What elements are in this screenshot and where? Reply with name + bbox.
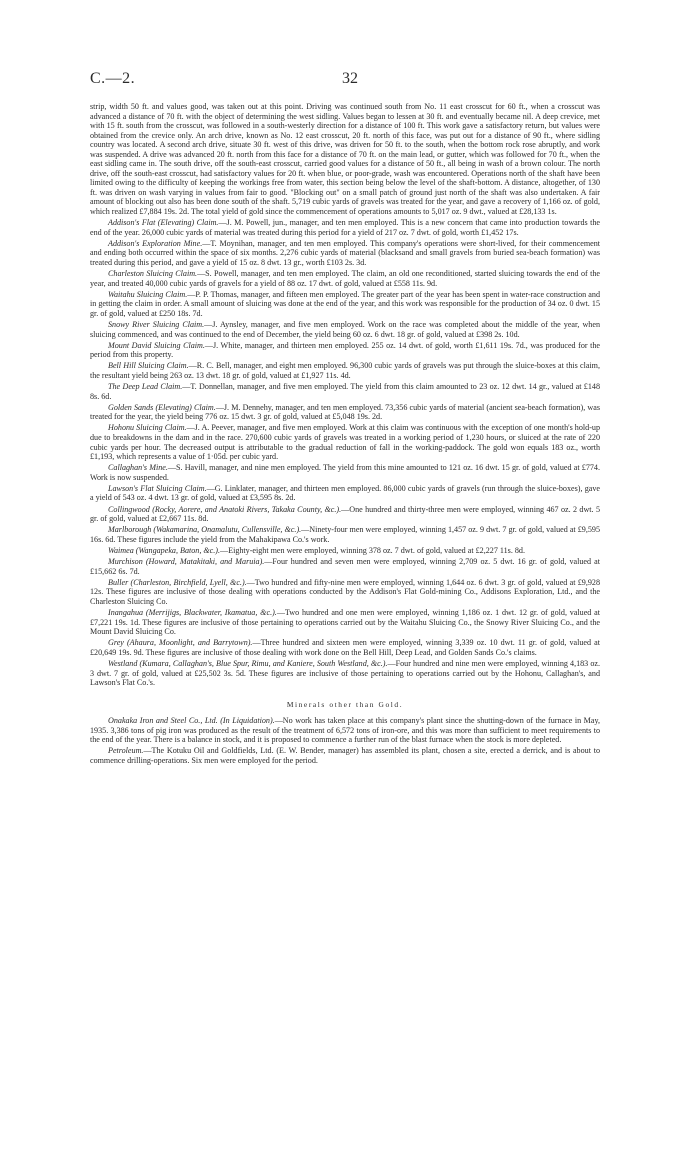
minerals-section [90,716,600,765]
paragraph-title: Marlborough (Wakamarina, Onamalutu, Cullensville, &c.). [108,525,302,535]
paragraph [90,525,600,544]
paragraph-text: —J. Aynsley, manager, and five men employed. Work on the race was completed about the middle of the year, when sluicing commenced, and was continued to the end of December, the yield being 60 oz. 6 dwt. 18 gr. of gold, valued at £398 2s. 10d. [90,320,600,339]
paragraph [90,578,600,607]
paragraph-title: Lawson's Flat Sluicing Claim. [108,483,207,493]
paragraph-text: —J. M. Powell, jun., manager, and ten men employed. This is a new concern that came into production towards the end of the year. 26,000 cubic yards of material was treated during this period for a yield of 217 oz. 7 dwt. of gold, worth £1,452 17s. [90,218,600,237]
paragraph-title: Hohonu Sluicing Claim. [108,423,187,433]
paragraph-text: —G. Linklater, manager, and thirteen men employed. 86,000 cubic yards of gravels (run through the sluice-boxes), gave a yield of 543 oz. 4 dwt. 13 gr. of gold, valued at £3,595 8s. 2d. [90,483,600,503]
paragraph-title: Callaghan's Mine. [108,463,168,473]
paragraph-title: Addison's Exploration Mine. [108,238,203,248]
paragraph-title: Westland (Kumara, Callaghan's, Blue Spur, Rimu, and Kaniere, South Westland, &c.). [108,658,388,668]
paragraph [90,361,600,380]
paragraph-text: —S. Havill, manager, and nine men employed. The yield from this mine amounted to 121 oz. 16 dwt. 15 gr. of gold, valued at £774. Work is now suspended. [90,463,600,482]
paragraph [90,102,600,217]
paragraph [90,239,600,268]
paragraph-title: Collingwood (Rocky, Aorere, and Anatoki Rivers, Takaka County, &c.). [108,504,342,514]
paragraph [90,290,600,319]
paragraph-text: —No work has taken place at this company's plant since the shutting-down of the furnace in May, 1935. 3,386 tons of pig iron was produced as the result of the treatment of 6,572 tons of iron-ore, and this was more than sufficient to meet requirements to the end of the year. There is a balance in stock, and it is proposed to commence a further run of the blast furnace when the stock is more depleted. [90,716,601,745]
paragraph [90,608,600,637]
paragraph [90,403,600,422]
paragraph [90,746,600,765]
paragraph-text: —T. Donnellan, manager, and five men employed. The yield from this claim amounted to 23 oz. 12 dwt. 14 gr., valued at £148 8s. 6d. [90,382,600,401]
paragraph-title: Buller (Charleston, Birchfield, Lyell, &c.). [108,577,247,587]
paragraph-title: Grey (Ahaura, Moonlight, and Barrytown). [108,638,253,648]
paragraph [90,463,600,482]
paragraph-text: —J. A. Peever, manager, and five men employed. Work at this claim was continuous with the exception of one month's hold-up due to breakdowns in the dam and in the race. 270,600 cubic yards of gravels was treated in a working period of 1,230 hours, or sluiced at the rate of 220 cubic yards per hour. The decreased output is attributable to the gradual reduction of fall in the working-paddock. The gold won equals 183 oz., worth £1,193, which represents a value of 1·05d. per cubic yard. [90,423,600,462]
section-heading: Minerals other than Gold. [286,699,404,709]
paragraph-text: —Ninety-four men were employed, winning 1,457 oz. 9 dwt. 7 gr. of gold, valued at £9,595 16s. 6d. These figures include the yield from the Mahakipawa Co.'s work. [90,525,600,544]
paragraph-text: —Eighty-eight men were employed, winning 378 oz. 7 dwt. of gold, valued at £2,227 11s. 8d. [220,545,525,555]
paragraph-text: —Two hundred and fifty-nine men were employed, winning 1,644 oz. 6 dwt. 3 gr. of gold, valued at £9,928 12s. These figures are inclusive of those dealing with operations conducted by the Addison's Flat Gold-mining Co., Addisons Exploration, Ltd., and the Charleston Sluicing Co. [90,577,600,606]
paragraph-text: —Four hundred and nine men were employed, winning 4,183 oz. 3 dwt. 7 gr. of gold, valued at £25,502 3s. 5d. These figures are inclusive of those pertaining to operations carried out by the Hohonu, Callaghan's, and Lawson's Flat Co.'s. [90,658,600,688]
body-text [90,102,600,765]
paragraph [90,505,600,524]
paragraph-text: —J. White, manager, and thirteen men employed. 255 oz. 14 dwt. of gold, worth £1,611 19s. 7d., was produced for the period from this property. [90,340,600,360]
paragraph-title: Addison's Flat (Elevating) Claim. [108,218,219,228]
paragraph-title: Onakaka Iron and Steel Co., Ltd. (In Liquidation). [108,716,275,726]
paragraph [90,484,600,503]
paragraph-title: Mount David Sluicing Claim. [108,340,205,350]
paragraph [90,546,600,556]
page-number: 32 [342,70,358,87]
paragraph [90,638,600,657]
paragraph [90,382,600,401]
paragraph-text: strip, width 50 ft. and values good, was taken out at this point. Driving was continued south from No. 11 east crosscut for 60 ft., when a crosscut was advanced a distance of 70 ft. with the object of determining the west sidling. Values began to lessen at 30 ft. and eventually became nil. A deep crevice, met with 15 ft. south from the crosscut, was followed in a south-westerly direction for a distance of 100 ft. This work gave a satisfactory return, but values were obtained from the crevice only. An arch drive, known as No. 12 east crosscut, 20 ft. north of this face, was put out for a distance of 90 ft., where sidling country was located. A second arch drive, situate 30 ft. west of this drive, was driven for 50 ft. to the south, when the bottom rock rose abruptly, and work was suspended. A drive was advanced 20 ft. north from this face for a distance of 70 ft. on the main lead, or gutter, which was followed for 70 ft., when the east sidling came in. The south drive, off the south-east crosscut, carried good values for a distance of 50 ft., all being in wash of a brown colour. The north drive, off the south-east crosscut, had satisfactory values for 20 ft. when blue, or poor-grade, wash was encountered. Operations north of the shaft have been limited owing to the difficulty of keeping the workings free from water, this section being below the level of the shaft-bottom. A distance, altogether, of 130 ft. was driven on wash varying in values from fair to good. "Blocking out" on a small patch of ground just north of the shaft was also undertaken. A fair amount of blocking out also has been done south of the shaft. 5,719 cubic yards of gravels was treated for the year, and gave a recovery of 1,166 oz. of gold, which realized £7,884 19s. 2d. The total yield of gold since the commencement of operations amounts to 5,017 oz. 9 dwt., valued at £28,133 1s. [90,102,600,217]
paragraph-title: Inangahua (Merrijigs, Blackwater, Ikamatua, &c.). [108,608,277,618]
paragraph-title: Snowy River Sluicing Claim. [108,320,205,329]
paragraph-text: —Three hundred and sixteen men were employed, winning 3,339 oz. 10 dwt. 11 gr. of gold, valued at £20,649 19s. 9d. These figures are inclusive of those dealing with work done on the Bell Hill, Deep Lead, and Golden Sands Co.'s claims. [90,638,600,657]
paragraph-title: Waimea (Wangapeka, Baton, &c.). [108,545,221,555]
paragraph-text: —T. Moynihan, manager, and ten men employed. This company's operations were short-lived, for their commencement and ending both occurred within the space of six months. 2,276 cubic yards of material (blacksand and small gravels from buried sea-beach formation) was treated during this period, and gave a yield of 15 oz. 8 dwt. 13 gr., worth £103 2s. 3d. [90,238,601,267]
paragraph-title: Waitahu Sluicing Claim. [108,289,188,299]
paragraph-title: Charleston Sluicing Claim. [108,269,198,279]
paragraph-text: —S. Powell, manager, and ten men employed. The claim, an old one reconditioned, started sluicing towards the end of the year, and treated 40,000 cubic yards of gravels for a yield of 88 oz. 17 dwt. of gold, valued at £558 11s. 9d. [90,269,600,288]
paragraph-text: —Two hundred and one men were employed, winning 1,186 oz. 1 dwt. 12 gr. of gold, valued at £7,221 19s. 1d. These figures are inclusive of those pertaining to operations carried out by the Waitahu Sluicing Co., the Snowy River Sluicing Co., and the Mount David Sluicing Co. [90,608,600,637]
paragraph-text: —J. M. Dennehy, manager, and ten men employed. 73,356 cubic yards of material (ancient sea-beach formation), was treated for the year, the yield being 776 oz. 15 dwt. 3 gr. of gold, valued at £5,048 19s. 2d. [90,402,601,422]
paragraph-text: —R. C. Bell, manager, and eight men employed. 96,300 cubic yards of gravels was put through the sluice-boxes at this claim, the resultant yield being 263 oz. 13 dwt. 18 gr. of gold, valued at £1,927 11s. 4d. [90,361,600,380]
paragraph-text: —P. P. Thomas, manager, and fifteen men employed. The greater part of the year has been spent in water-race construction and in getting the claim in order. A small amount of sluicing was done at the end of the year, and this work was responsible for the production of 34 oz. 0 dwt. 15 gr. of gold, valued at £250 18s. 7d. [90,289,600,318]
paragraph-title: Golden Sands (Elevating) Claim. [108,402,216,412]
paragraph [90,218,600,237]
paragraph [90,269,600,288]
paragraph-title: Bell Hill Sluicing Claim. [108,361,189,371]
paragraph-title: The Deep Lead Claim. [108,382,183,392]
paragraph-text: —The Kotuku Oil and Goldfields, Ltd. (E. W. Bender, manager) has assembled its plant, chosen a site, erected a derrick, and is about to commence drilling-operations. Six men were employed for the period. [90,746,600,765]
paragraph [90,320,600,339]
paragraph-text: —Four hundred and seven men were employed, winning 2,709 oz. 5 dwt. 16 gr. of gold, valued at £15,662 6s. 7d. [90,557,600,576]
paragraph [90,423,600,461]
document-code: C.—2. [90,70,136,87]
paragraph-text: —One hundred and thirty-three men were employed, winning 467 oz. 2 dwt. 5 gr. of gold, valued at £2,667 11s. 8d. [90,504,600,524]
paragraph-title: Murchison (Howard, Matakitaki, and Maruia). [108,557,265,567]
paragraph [90,341,600,360]
page-header [0,70,700,94]
paragraph [90,557,600,576]
gold-claims-section [90,102,600,688]
paragraph [90,716,600,745]
paragraph [90,659,600,688]
paragraph-title: Petroleum. [108,746,144,756]
